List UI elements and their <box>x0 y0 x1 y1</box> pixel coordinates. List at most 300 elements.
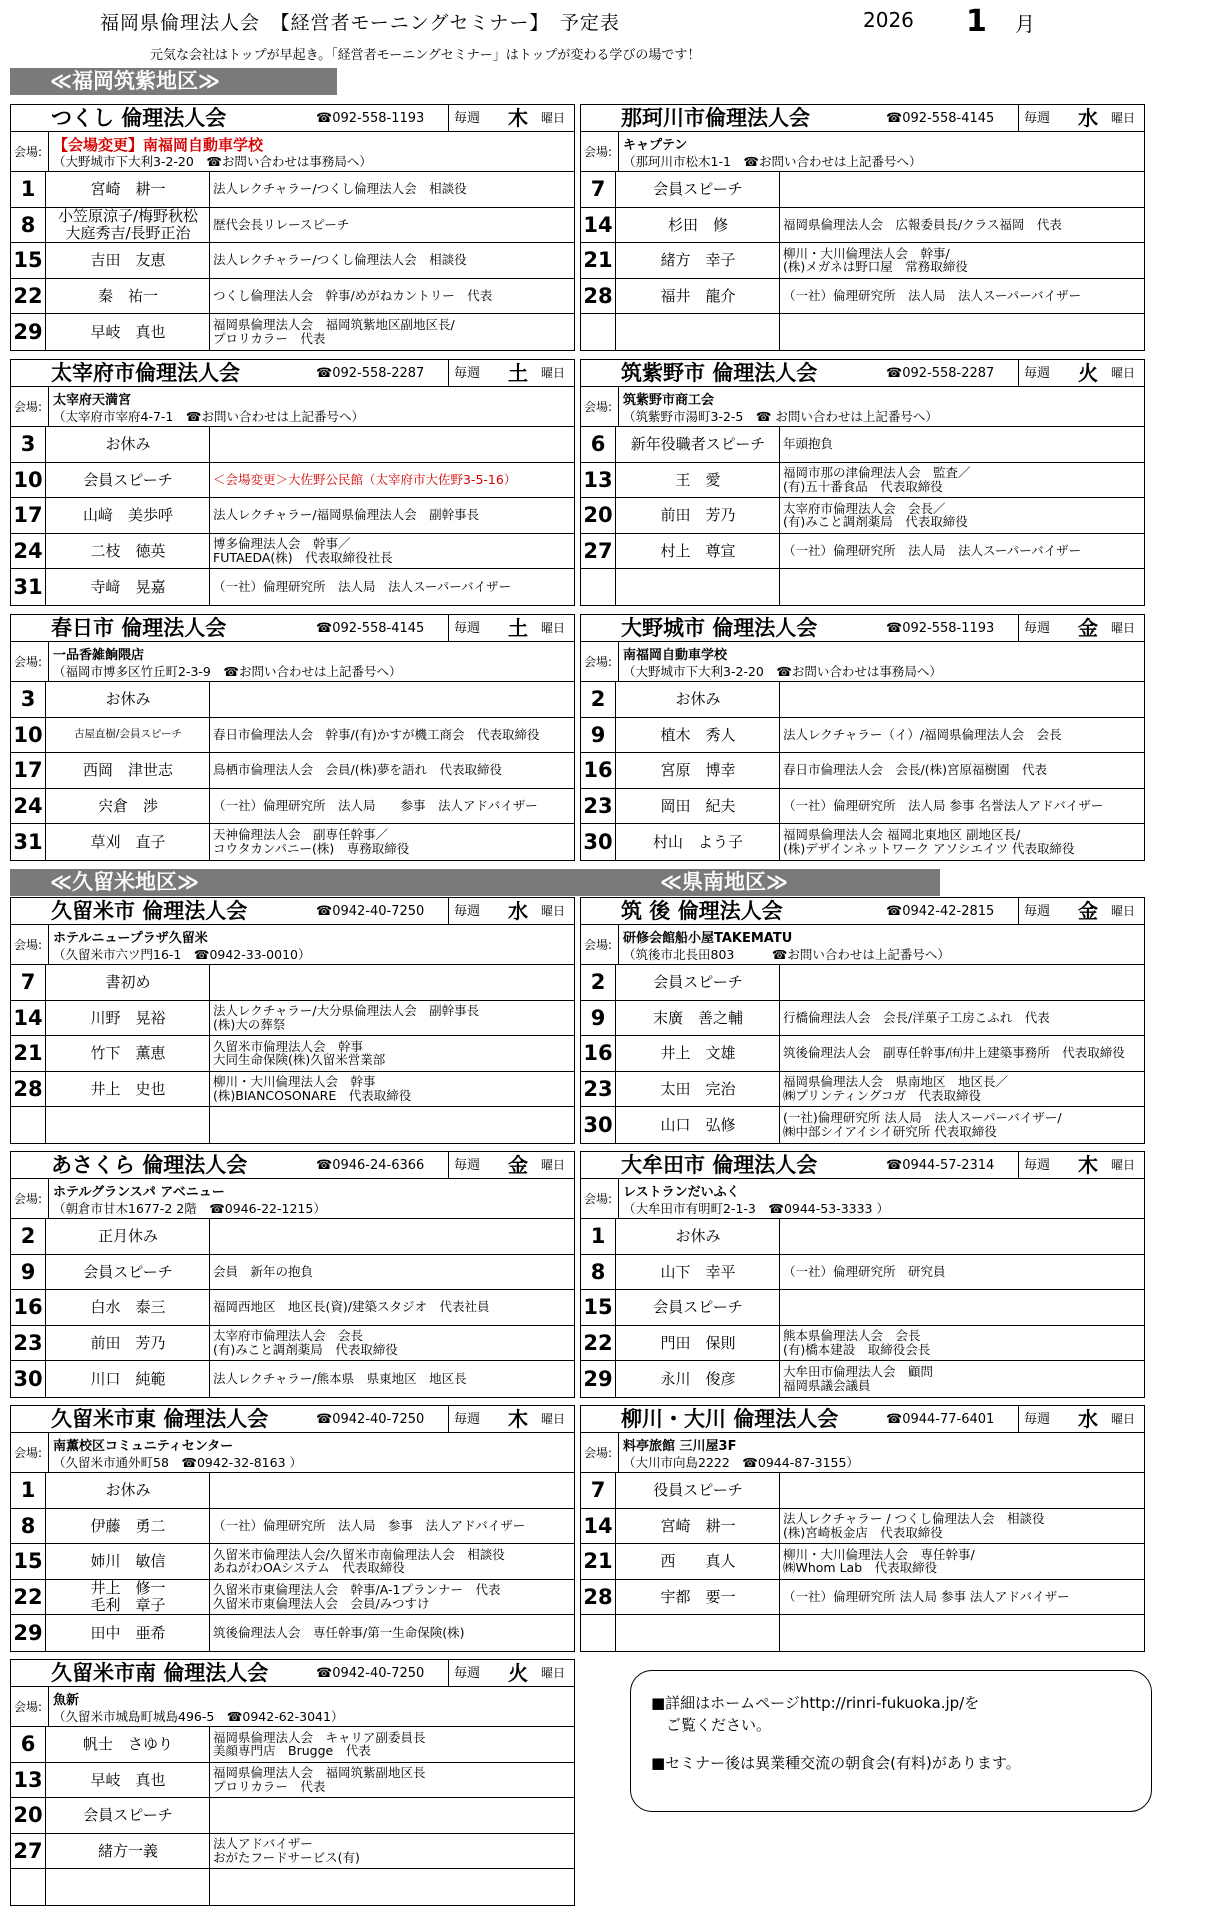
weekday: 土 <box>508 361 528 385</box>
venue-name: キャプテン <box>623 138 688 153</box>
day-number: 13 <box>11 1763 46 1798</box>
speaker-role: 福岡県倫理法人会 県南地区 地区長／ ㈱プリンティングコガ 代表取締役 <box>783 1074 1009 1103</box>
schedule-row <box>11 463 574 499</box>
schedule-row <box>11 1001 574 1037</box>
day-number: 1 <box>11 172 46 207</box>
speaker: 宍倉 渉 <box>47 789 210 824</box>
day-number: 29 <box>11 1615 46 1651</box>
schedule-row <box>581 1615 1144 1651</box>
society-card <box>580 614 1145 861</box>
speaker-role: 天神倫理法人会 副専任幹事／ コウタカンパニー(株) 専務取締役 <box>213 827 410 856</box>
speaker-role: （一社）倫理研究所 法人局 法人スーパーバイザー <box>783 542 1082 558</box>
speaker: 宇都 要一 <box>617 1580 780 1615</box>
day-number: 31 <box>11 824 46 860</box>
schedule-row <box>581 1326 1144 1362</box>
day-number: 29 <box>11 314 46 350</box>
schedule-row <box>581 965 1144 1001</box>
day-number: 1 <box>581 1219 616 1254</box>
schedule-row <box>581 243 1144 279</box>
venue-address: （太宰府市宰府4-7-1 ☎お問い合わせは上記番号へ） <box>53 409 364 424</box>
day-number: 10 <box>11 463 46 498</box>
schedule-row <box>11 1255 574 1291</box>
society-name: 大野城市 倫理法人会 <box>621 616 818 640</box>
speaker-role: 久留米市東倫理法人会 幹事/A-1プランナー 代表 久留米市東倫理法人会 会員/みつすけ <box>213 1582 501 1611</box>
speaker-role: 歴代会長リレースピーチ <box>213 216 350 232</box>
card-header <box>11 360 574 387</box>
society-name: つくし 倫理法人会 <box>51 106 227 130</box>
society-card <box>10 614 575 861</box>
day-number: 30 <box>11 1361 46 1397</box>
weekday: 木 <box>1078 1153 1098 1177</box>
speaker-role <box>783 1473 1141 1508</box>
society-card <box>580 1405 1145 1652</box>
schedule-row <box>581 1036 1144 1072</box>
speaker: お休み <box>617 682 780 717</box>
phone-number: ☎0944-57-2314 <box>886 1152 1019 1179</box>
venue-address: （大牟田市有明町2-1-3 ☎0944-53-3333 ） <box>623 1201 889 1216</box>
speaker <box>617 1615 780 1651</box>
speaker-role: 大牟田市倫理法人会 顧問 福岡県議会議員 <box>783 1364 934 1393</box>
day-number: 16 <box>11 1290 46 1325</box>
speaker-role: （一社）倫理研究所 研究員 <box>783 1263 946 1279</box>
speaker-role <box>213 1798 571 1833</box>
speaker-role: 福岡西地区 地区長(資)/建築スタジオ 代表社員 <box>213 1299 490 1315</box>
schedule-row <box>11 1036 574 1072</box>
venue-name: 研修会館船小屋TAKEMATU <box>623 931 793 946</box>
day-number: 7 <box>11 965 46 1000</box>
weekday: 火 <box>1078 361 1098 385</box>
day-number: 30 <box>581 824 616 860</box>
card-header <box>11 898 574 925</box>
weekday: 木 <box>508 1407 528 1431</box>
schedule-row <box>11 1509 574 1545</box>
info-note <box>630 1670 1152 1812</box>
schedule-row <box>11 1615 574 1651</box>
speaker-role: 福岡県倫理法人会 福岡北東地区 副地区長/ (株)デザインネットワーク アソシエイツ 代表取締役 <box>783 827 1075 856</box>
day-number: 8 <box>11 1509 46 1544</box>
speaker-role <box>213 427 571 462</box>
day-number <box>11 1107 46 1143</box>
day-number: 27 <box>11 1834 46 1869</box>
speaker-role: 福岡県倫理法人会 福岡筑紫地区副地区長/ プロリカラー 代表 <box>213 317 455 346</box>
day-number: 17 <box>11 753 46 788</box>
weekday: 金 <box>1078 899 1098 923</box>
phone-number: ☎092-558-1193 <box>316 105 449 132</box>
venue-name: ホテルニュープラザ久留米 <box>53 931 208 946</box>
day-number: 14 <box>11 1001 46 1036</box>
schedule-row <box>581 534 1144 570</box>
phone-number: ☎0944-77-6401 <box>886 1406 1019 1433</box>
phone-number: ☎092-558-4145 <box>886 105 1019 132</box>
speaker: 岡田 紀夫 <box>617 789 780 824</box>
schedule-row <box>11 314 574 350</box>
speaker: 白水 泰三 <box>47 1290 210 1325</box>
speaker: 前田 芳乃 <box>47 1326 210 1361</box>
society-name: 久留米市 倫理法人会 <box>51 899 248 923</box>
speaker: 太田 完治 <box>617 1072 780 1107</box>
venue-label: 会場: <box>14 387 49 427</box>
weekday: 水 <box>508 899 528 923</box>
venue-name: 【会場変更】南福岡自動車学校 <box>53 136 264 154</box>
weekday: 火 <box>508 1661 528 1685</box>
schedule-row <box>11 1107 574 1143</box>
speaker-role: 熊本県倫理法人会 会長 (有)橋本建設 取締役会長 <box>783 1328 931 1357</box>
schedule-row <box>11 279 574 315</box>
society-name: 久留米市南 倫理法人会 <box>51 1661 269 1685</box>
venue-row <box>11 1687 574 1727</box>
schedule-row <box>11 753 574 789</box>
day-number: 27 <box>581 534 616 569</box>
day-number: 8 <box>581 1255 616 1290</box>
day-number: 14 <box>581 208 616 243</box>
day-number: 24 <box>11 534 46 569</box>
speaker-role: 春日市倫理法人会 会長/(株)宮原福樹園 代表 <box>783 762 1047 778</box>
schedule-row <box>11 498 574 534</box>
speaker-role: 久留米市倫理法人会 幹事 大同生命保険(株)久留米営業部 <box>213 1038 386 1068</box>
speaker-role <box>213 1869 571 1905</box>
venue-name: ホテルグランスパ アベニュー <box>53 1185 225 1200</box>
speaker: 古屋直樹/会員スピーチ <box>47 718 210 753</box>
day-number: 21 <box>11 1036 46 1071</box>
speaker: 井上 文雄 <box>617 1036 780 1071</box>
every-week-label: 毎週 <box>1024 111 1051 126</box>
speaker-role <box>213 1219 571 1254</box>
day-number: 2 <box>11 1219 46 1254</box>
venue-row <box>11 642 574 682</box>
note-breakfast: ■セミナー後は異業種交流の朝食会(有料)があります。 <box>651 1753 1021 1772</box>
schedule-row <box>11 1326 574 1362</box>
society-card <box>580 1151 1145 1398</box>
card-header <box>11 1660 574 1687</box>
schedule-row <box>581 569 1144 605</box>
speaker-role: 法人レクチャラー / つくし倫理法人会 相談役 (株)宮崎板金店 代表取締役 <box>783 1511 1045 1540</box>
schedule-row <box>11 1580 574 1616</box>
society-name: あさくら 倫理法人会 <box>51 1153 248 1177</box>
day-number: 30 <box>581 1107 616 1143</box>
venue-label: 会場: <box>584 1179 619 1219</box>
card-header <box>581 360 1144 387</box>
speaker: 川口 純範 <box>47 1361 210 1397</box>
venue-row <box>11 387 574 427</box>
speaker: 村山 よう子 <box>617 824 780 860</box>
day-number: 21 <box>581 1544 616 1579</box>
venue-label: 会場: <box>14 925 49 965</box>
region-kennan: ≪県南地区≫ <box>580 869 940 896</box>
every-week-label: 毎週 <box>454 621 481 636</box>
speaker: 役員スピーチ <box>617 1473 780 1508</box>
day-number: 29 <box>581 1361 616 1397</box>
schedule-row <box>11 1473 574 1509</box>
society-card <box>10 1405 575 1652</box>
schedule-row <box>11 682 574 718</box>
speaker-role: 法人レクチャラー/つくし倫理法人会 相談役 <box>213 252 467 268</box>
day-number: 20 <box>11 1798 46 1833</box>
speaker: お休み <box>617 1219 780 1254</box>
weekday-label: 曜日 <box>541 621 566 635</box>
speaker: 田中 亜希 <box>47 1615 210 1651</box>
speaker-role: （一社）倫理研究所 法人局 参事 名誉法人アドバイザー <box>783 797 1104 813</box>
society-name: 那珂川市倫理法人会 <box>621 106 810 130</box>
venue-row <box>581 642 1144 682</box>
day-number <box>11 1869 46 1905</box>
speaker: 吉田 友恵 <box>47 243 210 278</box>
day-number: 10 <box>11 718 46 753</box>
day-number: 17 <box>11 498 46 533</box>
day-number: 31 <box>11 569 46 605</box>
society-card <box>580 104 1145 351</box>
schedule-row <box>581 682 1144 718</box>
day-number: 3 <box>11 427 46 462</box>
schedule-row <box>11 1361 574 1397</box>
society-card <box>10 1659 575 1906</box>
speaker-role: 鳥栖市倫理法人会 会員/(株)夢を語れ 代表取締役 <box>213 762 502 778</box>
schedule-row <box>11 1834 574 1870</box>
speaker: 会員スピーチ <box>617 172 780 207</box>
schedule-row <box>581 824 1144 860</box>
speaker: 会員スピーチ <box>47 1255 210 1290</box>
venue-address: （那珂川市松木1-1 ☎お問い合わせは上記番号へ） <box>623 154 922 169</box>
speaker-role: 柳川・大川倫理法人会 幹事/ (株)メガネは野口屋 常務取締役 <box>783 245 968 275</box>
speaker: 緒方一義 <box>47 1834 210 1869</box>
weekday-label: 曜日 <box>541 366 566 380</box>
speaker-role <box>783 1290 1141 1325</box>
speaker-role: 年頭抱負 <box>783 436 834 452</box>
page-title: 福岡県倫理法人会 【経営者モーニングセミナー】 予定表 <box>100 12 620 34</box>
day-number <box>581 314 616 350</box>
phone-number: ☎092-558-4145 <box>316 615 449 642</box>
society-card <box>580 897 1145 1144</box>
speaker-role: 筑後倫理法人会 副専任幹事/㈲井上建築事務所 代表取締役 <box>783 1045 1125 1061</box>
speaker: 帆士 さゆり <box>47 1727 210 1762</box>
every-week-label: 毎週 <box>1024 904 1051 919</box>
speaker: お休み <box>47 427 210 462</box>
speaker: 早岐 真也 <box>47 1763 210 1798</box>
venue-label: 会場: <box>14 642 49 682</box>
venue-label: 会場: <box>584 642 619 682</box>
day-number: 8 <box>11 208 46 243</box>
day-number: 6 <box>11 1727 46 1762</box>
speaker-role: 法人レクチャラー/つくし倫理法人会 相談役 <box>213 181 467 197</box>
speaker-role: 行橋倫理法人会 会長/洋菓子工房こふれ 代表 <box>783 1009 1050 1025</box>
speaker-role <box>783 1219 1141 1254</box>
venue-address: （大野城市下大利3-2-20 ☎お問い合わせは事務局へ） <box>53 154 372 169</box>
venue-label: 会場: <box>14 132 49 172</box>
day-number <box>581 569 616 605</box>
tagline: 元気な会社はトップが早起き。「経営者モーニングセミナー」はトップが変わる学びの場です！ <box>150 48 701 63</box>
schedule-row <box>581 498 1144 534</box>
schedule-row <box>581 1255 1144 1291</box>
speaker: 川野 晃裕 <box>47 1001 210 1036</box>
card-header <box>11 1406 574 1433</box>
venue-row <box>11 132 574 172</box>
schedule-row <box>581 1107 1144 1143</box>
every-week-label: 毎週 <box>454 111 481 126</box>
day-number: 22 <box>11 279 46 314</box>
venue-name: 筑紫野市商工会 <box>623 393 715 408</box>
speaker: 末廣 善之輔 <box>617 1001 780 1036</box>
speaker-role <box>783 314 1141 350</box>
speaker: 会員スピーチ <box>47 463 210 498</box>
schedule-row <box>581 208 1144 244</box>
venue-name: 南福岡自動車学校 <box>623 648 728 663</box>
day-number: 21 <box>581 243 616 278</box>
schedule-row <box>11 569 574 605</box>
speaker: 竹下 薫恵 <box>47 1036 210 1071</box>
venue-address: （久留米市城島町城島496-5 ☎0942-62-3041） <box>53 1709 344 1724</box>
weekday-label: 曜日 <box>541 111 566 125</box>
weekday-label: 曜日 <box>1111 1158 1136 1172</box>
page-header <box>0 0 1211 78</box>
schedule-row <box>581 279 1144 315</box>
speaker-role: （一社）倫理研究所 法人局 参事 法人アドバイザー <box>213 797 538 813</box>
speaker-role: （一社）倫理研究所 法人局 法人スーパーバイザー <box>213 578 512 594</box>
venue-address: （大川市向島2222 ☎0944-87-3155） <box>623 1455 859 1470</box>
region-kurume: ≪久留米地区≫ <box>10 869 580 896</box>
speaker-role: 博多倫理法人会 幹事／ FUTAEDA(株) 代表取締役社長 <box>213 536 393 565</box>
speaker: 植木 秀人 <box>617 718 780 753</box>
day-number: 15 <box>11 243 46 278</box>
phone-number: ☎0942-40-7250 <box>316 1406 449 1433</box>
weekday-label: 曜日 <box>1111 621 1136 635</box>
society-name: 筑 後 倫理法人会 <box>621 899 783 923</box>
speaker: お休み <box>47 682 210 717</box>
weekday: 金 <box>1078 616 1098 640</box>
schedule-row <box>581 427 1144 463</box>
speaker: 早岐 真也 <box>47 314 210 350</box>
venue-name: 南薫校区コミュニティセンター <box>53 1439 234 1454</box>
every-week-label: 毎週 <box>1024 366 1051 381</box>
speaker-role <box>783 172 1141 207</box>
venue-row <box>11 1179 574 1219</box>
card-header <box>11 1152 574 1179</box>
every-week-label: 毎週 <box>1024 1412 1051 1427</box>
speaker-role: （一社）倫理研究所 法人局 参事 法人アドバイザー <box>213 1517 526 1533</box>
speaker: 山口 弘修 <box>617 1107 780 1143</box>
phone-number: ☎0942-40-7250 <box>316 1660 449 1687</box>
phone-number: ☎0942-42-2815 <box>886 898 1019 925</box>
phone-number: ☎0946-24-6366 <box>316 1152 449 1179</box>
day-number: 28 <box>11 1072 46 1107</box>
weekday: 水 <box>1078 106 1098 130</box>
day-number: 23 <box>581 789 616 824</box>
speaker: 寺﨑 晃嘉 <box>47 569 210 605</box>
day-number: 23 <box>581 1072 616 1107</box>
speaker: 小笠原涼子/梅野秋松 大庭秀吉/長野正治 <box>47 208 210 243</box>
year: 2026 <box>863 8 914 32</box>
schedule-row <box>581 718 1144 754</box>
day-number: 9 <box>581 1001 616 1036</box>
speaker: 宮崎 耕一 <box>47 172 210 207</box>
day-number: 24 <box>11 789 46 824</box>
every-week-label: 毎週 <box>454 366 481 381</box>
day-number: 15 <box>11 1544 46 1579</box>
speaker-role: 福岡市那の津倫理法人会 監査／ (有)五十番食品 代表取締役 <box>783 465 971 494</box>
speaker: 王 愛 <box>617 463 780 498</box>
venue-address: （筑後市北長田803 ☎お問い合わせは上記番号へ） <box>623 947 950 962</box>
card-header <box>581 105 1144 132</box>
every-week-label: 毎週 <box>454 904 481 919</box>
card-header <box>581 898 1144 925</box>
phone-number: ☎092-558-2287 <box>316 360 449 387</box>
schedule-row <box>581 753 1144 789</box>
speaker-role <box>783 965 1141 1000</box>
weekday: 木 <box>508 106 528 130</box>
schedule-row <box>11 1869 574 1905</box>
day-number: 1 <box>11 1473 46 1508</box>
venue-row <box>581 1433 1144 1473</box>
schedule-row <box>11 427 574 463</box>
month-label: 月 <box>1015 12 1035 36</box>
speaker: 山﨑 美歩呼 <box>47 498 210 533</box>
speaker: 西岡 津世志 <box>47 753 210 788</box>
schedule-row <box>11 1798 574 1834</box>
weekday: 金 <box>508 1153 528 1177</box>
speaker <box>47 1107 210 1143</box>
society-name: 筑紫野市 倫理法人会 <box>621 361 818 385</box>
schedule-row <box>581 463 1144 499</box>
speaker-role: 法人レクチャラー/福岡県倫理法人会 副幹事長 <box>213 507 480 523</box>
society-name: 久留米市東 倫理法人会 <box>51 1407 269 1431</box>
weekday: 土 <box>508 616 528 640</box>
speaker: 秦 祐一 <box>47 279 210 314</box>
venue-label: 会場: <box>584 387 619 427</box>
schedule-row <box>11 534 574 570</box>
weekday-label: 曜日 <box>541 904 566 918</box>
region-fukuoka-chikushi: ≪福岡筑紫地区≫ <box>10 68 337 95</box>
schedule-row <box>11 824 574 860</box>
speaker-role <box>783 1615 1141 1651</box>
speaker-role: 筑後倫理法人会 専任幹事/第一生命保険(株) <box>213 1624 465 1640</box>
schedule-row <box>11 1072 574 1108</box>
venue-name: 料亭旅館 三川屋3F <box>623 1439 737 1454</box>
speaker: 会員スピーチ <box>617 965 780 1000</box>
speaker-role: ＜会場変更＞大佐野公民館（太宰府市大佐野3-5-16） <box>213 471 517 487</box>
card-header <box>581 615 1144 642</box>
weekday-label: 曜日 <box>1111 111 1136 125</box>
speaker: 杉田 修 <box>617 208 780 243</box>
every-week-label: 毎週 <box>454 1666 481 1681</box>
speaker: 宮崎 耕一 <box>617 1509 780 1544</box>
speaker: 前田 芳乃 <box>617 498 780 533</box>
society-card <box>10 1151 575 1398</box>
venue-address: （朝倉市甘木1677-2 2階 ☎0946-22-1215） <box>53 1201 326 1216</box>
society-name: 柳川・大川 倫理法人会 <box>621 1407 839 1431</box>
speaker-role <box>783 682 1141 717</box>
speaker: 伊藤 勇二 <box>47 1509 210 1544</box>
society-card <box>580 359 1145 606</box>
society-name: 太宰府市倫理法人会 <box>51 361 240 385</box>
speaker <box>617 314 780 350</box>
venue-label: 会場: <box>14 1687 49 1727</box>
card-header <box>581 1152 1144 1179</box>
schedule-row <box>581 172 1144 208</box>
schedule-row <box>581 314 1144 350</box>
speaker-role: 法人アドバイザー おがたフードサービス(有) <box>213 1836 360 1865</box>
weekday-label: 曜日 <box>541 1412 566 1426</box>
speaker-role: 春日市倫理法人会 幹事/(有)かすが機工商会 代表取締役 <box>213 726 540 742</box>
society-card <box>10 359 575 606</box>
venue-address: （筑紫野市湯町3-2-5 ☎ お問い合わせは上記番号へ） <box>623 409 938 424</box>
speaker: お休み <box>47 1473 210 1508</box>
day-number: 9 <box>11 1255 46 1290</box>
weekday-label: 曜日 <box>1111 1412 1136 1426</box>
speaker-role: 法人レクチャラー/大分県倫理法人会 副幹事長 (株)大の葬祭 <box>213 1003 480 1032</box>
speaker: 会員スピーチ <box>47 1798 210 1833</box>
schedule-row <box>11 965 574 1001</box>
schedule-row <box>11 1727 574 1763</box>
speaker: 村上 尊宣 <box>617 534 780 569</box>
day-number: 2 <box>581 965 616 1000</box>
